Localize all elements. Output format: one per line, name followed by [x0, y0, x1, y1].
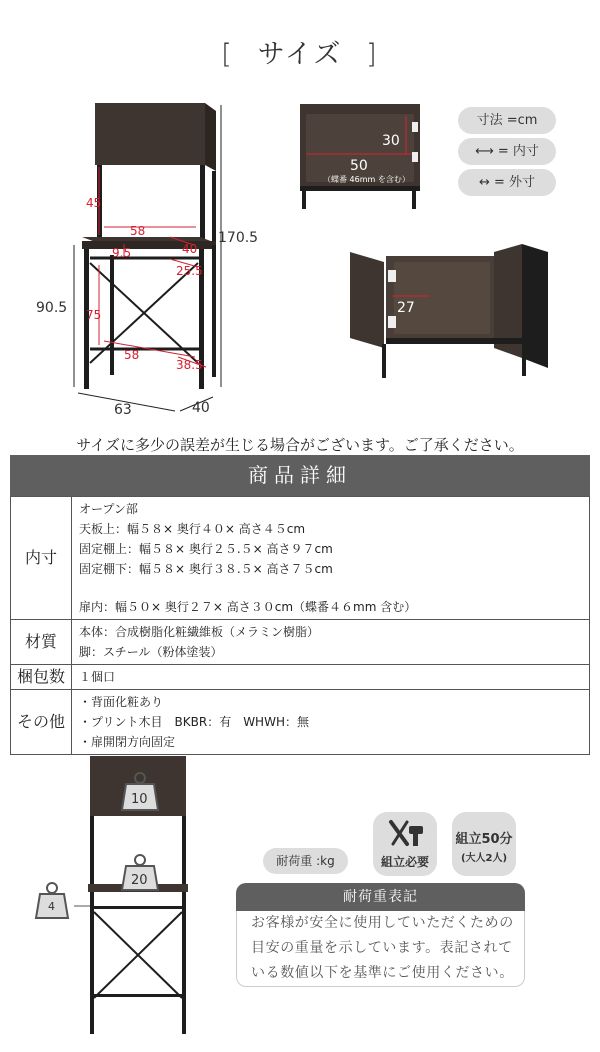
cabinet-depth: 27 [397, 300, 415, 316]
spec-value: ・背面化粧あり ・プリント木目 BKBR：有 WHWH：無 ・扉開閉方向固定 [72, 690, 590, 755]
error-note: サイズに多少の誤差が生じる場合がございます。ご了承ください。 [76, 436, 524, 454]
notice-body: お客様が安全に使用していただくための 目安の重量を示しています。表記されて いる数値以下を基準にご使用ください。 [236, 911, 525, 987]
cabinet-open-diagram [346, 240, 556, 380]
hinge-note: （蝶番 46mm を含む） [323, 175, 410, 184]
dim-top-width: 58 [130, 224, 146, 238]
load-label: 耐荷重 :kg [263, 848, 348, 874]
legend-inner: ⟷ = 内寸 [458, 138, 556, 165]
dim-lower-width: 58 [124, 348, 140, 362]
spec-value: オープン部 天板上：幅５８× 奥行４０× 高さ４５cm 固定棚上：幅５８× 奥行２５.５× 高さ９７cm 固定棚下：幅５８× 奥行３８.５× 高さ７５cm 扉内：幅５０× 奥行２７× 高さ３０cm（蝶番４６mm 含む） [72, 497, 590, 620]
dim-height-total: 170.5 [218, 230, 259, 246]
dim-height-lower: 90.5 [36, 300, 68, 316]
cabinet-top [95, 103, 205, 165]
section-title: [ サイズ ] [221, 39, 379, 70]
load-bottom: 4 [48, 900, 55, 913]
cabinet-front-diagram [296, 100, 426, 212]
table-row [11, 497, 590, 620]
legend-unit: 寸法 =cm [458, 107, 556, 134]
spec-table [10, 496, 590, 755]
spec-label: 材質 [11, 620, 72, 665]
dim-depth: 40 [192, 400, 210, 416]
spec-header: 商品詳細 [10, 455, 590, 496]
dim-mid-depth: 25.5 [176, 264, 203, 278]
table-row [11, 620, 590, 665]
dim-top-depth: 40 [182, 242, 198, 256]
assembly-badge: 組立必要 [373, 812, 437, 876]
cabinet-height: 30 [382, 133, 400, 149]
dim-shelf-gap: 9.5 [112, 246, 132, 260]
spec-value: １個口 [72, 665, 590, 690]
dim-width: 63 [114, 402, 132, 418]
tools-icon [385, 818, 425, 850]
load-middle: 20 [131, 873, 148, 888]
table-row [11, 665, 590, 690]
spec-label: 内寸 [11, 497, 72, 620]
load-diagram [30, 748, 210, 1038]
dim-lower-depth: 38.5 [176, 358, 203, 372]
legend-outer: ↔ = 外寸 [458, 169, 556, 196]
notice-title: 耐荷重表記 [236, 883, 525, 911]
spec-value: 本体：合成樹脂化粧繊維板（メラミン樹脂） 脚：スチール（粉体塗装） [72, 620, 590, 665]
spec-label: 梱包数 [11, 665, 72, 690]
assembly-time-badge: 組立50分 (大人2人) [452, 812, 516, 876]
load-top: 10 [131, 792, 148, 807]
dim-top-height: 45 [86, 196, 102, 210]
cabinet-width: 50 [350, 158, 368, 174]
table-row [11, 690, 590, 755]
spec-label: その他 [11, 690, 72, 755]
rack-dimension-diagram [20, 95, 280, 425]
dim-lower-height: 75 [86, 308, 102, 322]
